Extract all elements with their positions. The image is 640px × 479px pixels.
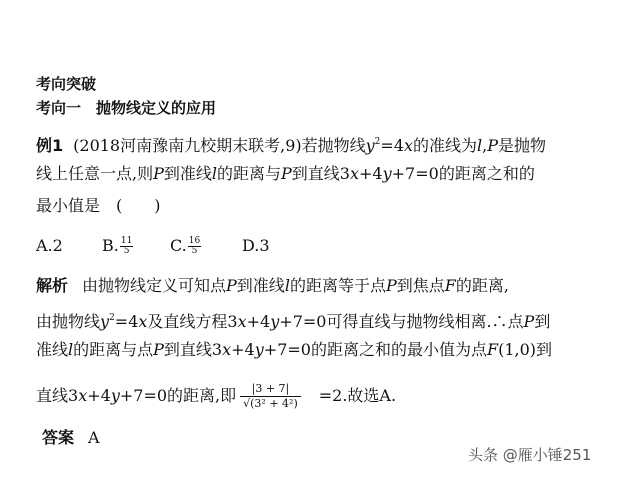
text-span: +7=0的距离之和的最小值为点 bbox=[263, 340, 487, 359]
text-span: +7=0的距离,即 bbox=[119, 386, 237, 405]
text-span: =2.故选A. bbox=[318, 386, 397, 405]
option-b-label: B. bbox=[102, 236, 119, 255]
var-l: l bbox=[68, 340, 74, 359]
text-span: 线上任意一点,则 bbox=[36, 164, 154, 183]
text-span: 的距离与 bbox=[217, 164, 282, 183]
var-x: x bbox=[78, 386, 88, 405]
text-span: +4 bbox=[359, 164, 383, 183]
var-f: F bbox=[444, 276, 456, 295]
var-y: y bbox=[254, 340, 264, 359]
var-p: P bbox=[226, 276, 237, 295]
text-span: +4 bbox=[87, 386, 111, 405]
option-c-fraction bbox=[188, 237, 201, 256]
text-span: 的距离与点 bbox=[73, 340, 154, 359]
var-p: P bbox=[281, 164, 292, 183]
text-span: 到准线 bbox=[236, 276, 285, 295]
answer-line bbox=[42, 428, 100, 448]
text-span: 的准线为 bbox=[413, 136, 478, 155]
fraction-numerator: 11 bbox=[120, 236, 133, 246]
fraction-denominator: √(3² + 4²) bbox=[243, 397, 298, 410]
example-line-3: 最小值是 ( ) bbox=[36, 196, 161, 215]
solution-line-1 bbox=[36, 276, 509, 296]
solution-line-3 bbox=[36, 340, 552, 360]
solution-line-2 bbox=[36, 308, 550, 332]
superscript: 2 bbox=[374, 137, 381, 147]
text-span: 准线 bbox=[36, 340, 69, 359]
text-span: (1,0)到 bbox=[498, 340, 553, 359]
var-x: x bbox=[404, 136, 414, 155]
fraction-numerator: 16 bbox=[188, 236, 201, 246]
var-f: F bbox=[486, 340, 499, 359]
answer-value: A bbox=[88, 428, 100, 447]
var-p: P bbox=[385, 276, 397, 295]
text-span: 由抛物线定义可知点 bbox=[82, 276, 227, 295]
var-l: l bbox=[477, 136, 483, 155]
text-span: 是抛物 bbox=[498, 136, 547, 155]
var-y: y bbox=[100, 312, 110, 331]
text-span: =4 bbox=[114, 312, 139, 331]
answer-label: 答案 bbox=[42, 428, 75, 447]
var-p: P bbox=[523, 312, 535, 331]
example-line-1 bbox=[36, 132, 546, 156]
option-b-fraction bbox=[120, 237, 133, 256]
example-label: 例1 bbox=[36, 136, 64, 155]
option-b bbox=[102, 236, 133, 256]
text-span: +7=0的距离之和的 bbox=[391, 164, 535, 183]
var-p: P bbox=[153, 340, 164, 359]
var-p: P bbox=[153, 164, 164, 183]
text-span: 由抛物线 bbox=[36, 312, 101, 331]
var-x: x bbox=[349, 164, 359, 183]
var-l: l bbox=[211, 164, 217, 183]
text-span: =4 bbox=[380, 136, 404, 155]
text-span: 直线3 bbox=[36, 386, 79, 405]
distance-fraction bbox=[240, 382, 301, 411]
text-span: +4 bbox=[231, 340, 255, 359]
var-y: y bbox=[382, 164, 392, 183]
option-d: D.3 bbox=[242, 236, 270, 255]
superscript: 2 bbox=[109, 313, 115, 323]
fraction-numerator: |3 + 7| bbox=[240, 382, 301, 397]
option-c bbox=[170, 236, 201, 256]
text-span: 及直线方程3 bbox=[147, 312, 238, 331]
text-span: +7=0可得直线与抛物线相离.∴点 bbox=[279, 312, 524, 331]
var-y: y bbox=[270, 312, 280, 331]
text-span: 到直线3 bbox=[163, 340, 223, 359]
option-c-label: C. bbox=[170, 236, 187, 255]
text-span: 的距离, bbox=[455, 276, 509, 295]
var-y: y bbox=[110, 386, 120, 405]
var-y: y bbox=[365, 136, 375, 155]
var-x: x bbox=[237, 312, 247, 331]
option-a: A.2 bbox=[36, 236, 63, 255]
solution-line-4 bbox=[36, 382, 396, 411]
var-x: x bbox=[222, 340, 232, 359]
text-span: +4 bbox=[246, 312, 271, 331]
solution-label: 解析 bbox=[36, 276, 69, 295]
fraction-denominator: 5 bbox=[191, 246, 198, 256]
text-span: (2018河南豫南九校期末联考,9)若抛物线 bbox=[73, 136, 366, 155]
var-x: x bbox=[138, 312, 148, 331]
section-subtitle: 考向一 抛物线定义的应用 bbox=[36, 99, 217, 117]
watermark: 头条 @雁小锤251 bbox=[468, 446, 592, 464]
fraction-denominator: 5 bbox=[123, 246, 130, 256]
text-span: 到准线 bbox=[163, 164, 212, 183]
text-span: 到焦点 bbox=[396, 276, 445, 295]
example-line-2 bbox=[36, 164, 535, 184]
text-span: 到 bbox=[534, 312, 551, 331]
var-p: P bbox=[487, 136, 499, 155]
var-l: l bbox=[284, 276, 290, 295]
text-span: 到直线3 bbox=[291, 164, 350, 183]
section-title: 考向突破 bbox=[36, 75, 97, 93]
text-span: 的距离等于点 bbox=[289, 276, 386, 295]
text-span: , bbox=[482, 136, 488, 155]
